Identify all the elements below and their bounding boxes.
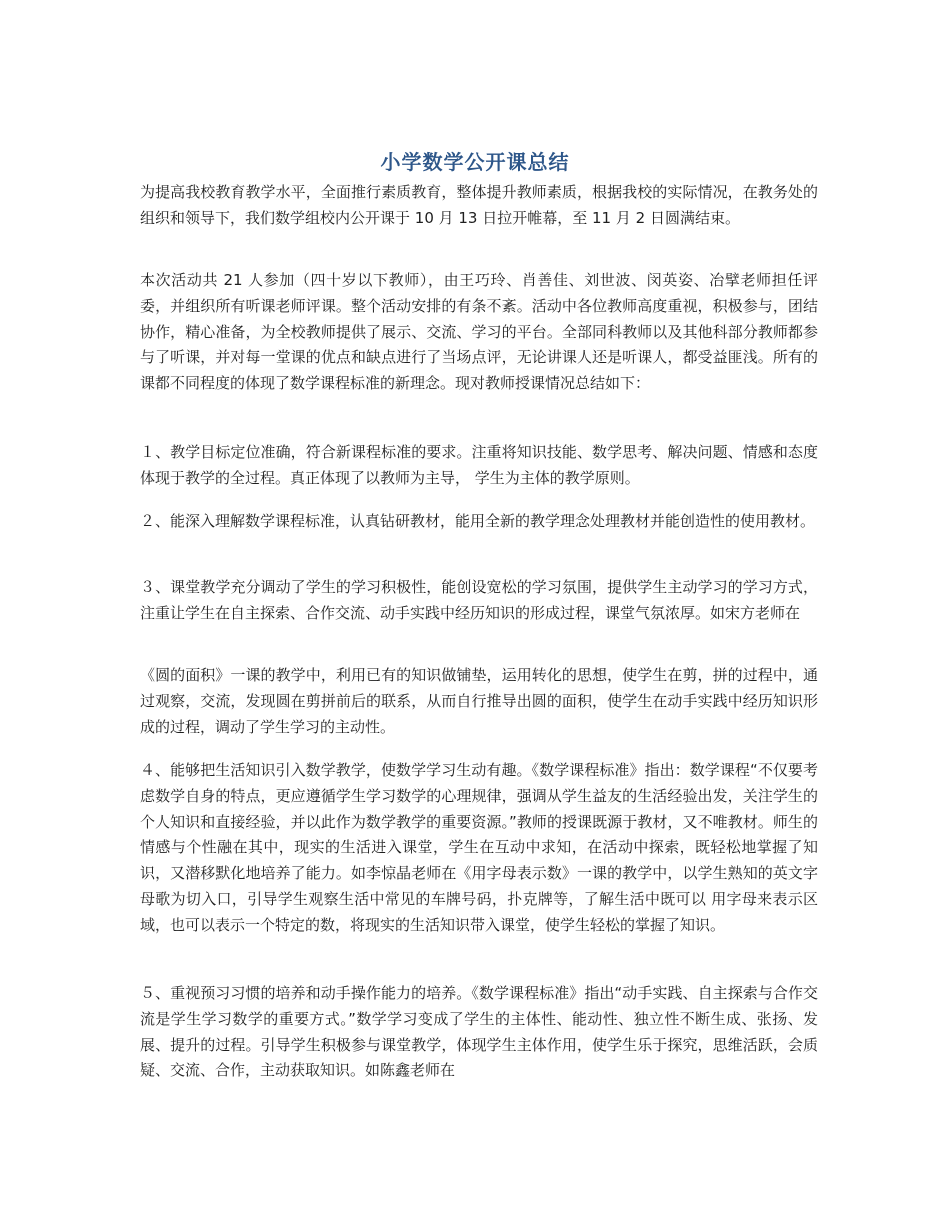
paragraph-activity-overview: 本次活动共 21 人参加（四十岁以下教师），由王巧玲、肖善佳、刘世波、闵英姿、冶擘老师担任评委，并组织所有听课老师评课。整个活动安排的有条不紊。活动中各位教师高度重视，积极参与，团结协作，精心准备，为全校教师提供了展示、交流、学习的平台。全部同科教师以及其他科部分教师都参与了听课，并对每一堂课的优点和缺点进行了当场点评，无论讲课人还是听课人，都受益匪浅。所有的课都不同程度的体现了数学课程标准的新理念。现对教师授课情况总结如下： bbox=[140, 271, 818, 393]
paragraph-point-2: ２、能深入理解数学课程标准，认真钻研教材，能用全新的教学理念处理教材并能创造性的使用教材。 bbox=[140, 512, 816, 530]
document-title: 小学数学公开课总结 bbox=[380, 150, 570, 174]
paragraph-point-3: ３、课堂教学充分调动了学生的学习积极性，能创设宽松的学习氛围，提供学生主动学习的学习方式，注重让学生在自主探索、合作交流、动手实践中经历知识的形成过程，课堂气氛浓厚。如宋方老师在 bbox=[140, 578, 818, 622]
paragraph-point-3-continued: 《圆的面积》一课的教学中，利用已有的知识做铺垫，运用转化的思想，使学生在剪，拼的过程中，通过观察，交流，发现圆在剪拼前后的联系，从而自行推导出圆的面积，使学生在动手实践中经历知识形成的过程，调动了学生学习的主动性。 bbox=[140, 666, 818, 736]
paragraph-point-5: ５、重视预习习惯的培养和动手操作能力的培养。《数学课程标准》指出“动手实践、自主探索与合作交流是学生学习数学的重要方式。”数学学习变成了学生的主体性、能动性、独立性不断生成、张扬、发展、提升的过程。引导学生积极参与课堂教学，体现学生主体作用，使学生乐于探究，思维活跃，会质疑、交流、合作，主动获取知识。如陈鑫老师在 bbox=[140, 984, 818, 1080]
paragraph-intro: 为提高我校教育教学水平，全面推行素质教育，整体提升教师素质，根据我校的实际情况，在教务处的组织和领导下，我们数学组校内公开课于 10 月 13 日拉开帷幕，至 11 月 2 日圆满结束。 bbox=[140, 183, 818, 227]
paragraph-point-1: １、教学目标定位准确，符合新课程标准的要求。注重将知识技能、数学思考、解决问题、情感和态度体现于教学的全过程。真正体现了以教师为主导， 学生为主体的教学原则。 bbox=[140, 443, 818, 487]
paragraph-point-4: ４、能够把生活知识引入数学教学，使数学学习生动有趣。《数学课程标准》指出：数学课程“不仅要考虑数学自身的特点，更应遵循学生学习数学的心理规律，强调从学生益友的生活经验出发，关注学生的个人知识和直接经验，并以此作为数学教学的重要资源。”教师的授课既源于教材，又不唯教材。师生的情感与个性融在其中，现实的生活进入课堂，学生在互动中求知，在活动中探索，既轻松地掌握了知识，又潜移默化地培养了能力。如李惊晶老师在《用字母表示数》一课的教学中，以学生熟知的英文字母歌为切入口，引导学生观察生活中常见的车牌号码，扑克牌等，了解生活中既可以 用字母来表示区域，也可以表示一个特定的数，将现实的生活知识带入课堂，使学生轻松的掌握了知识。 bbox=[140, 761, 818, 934]
